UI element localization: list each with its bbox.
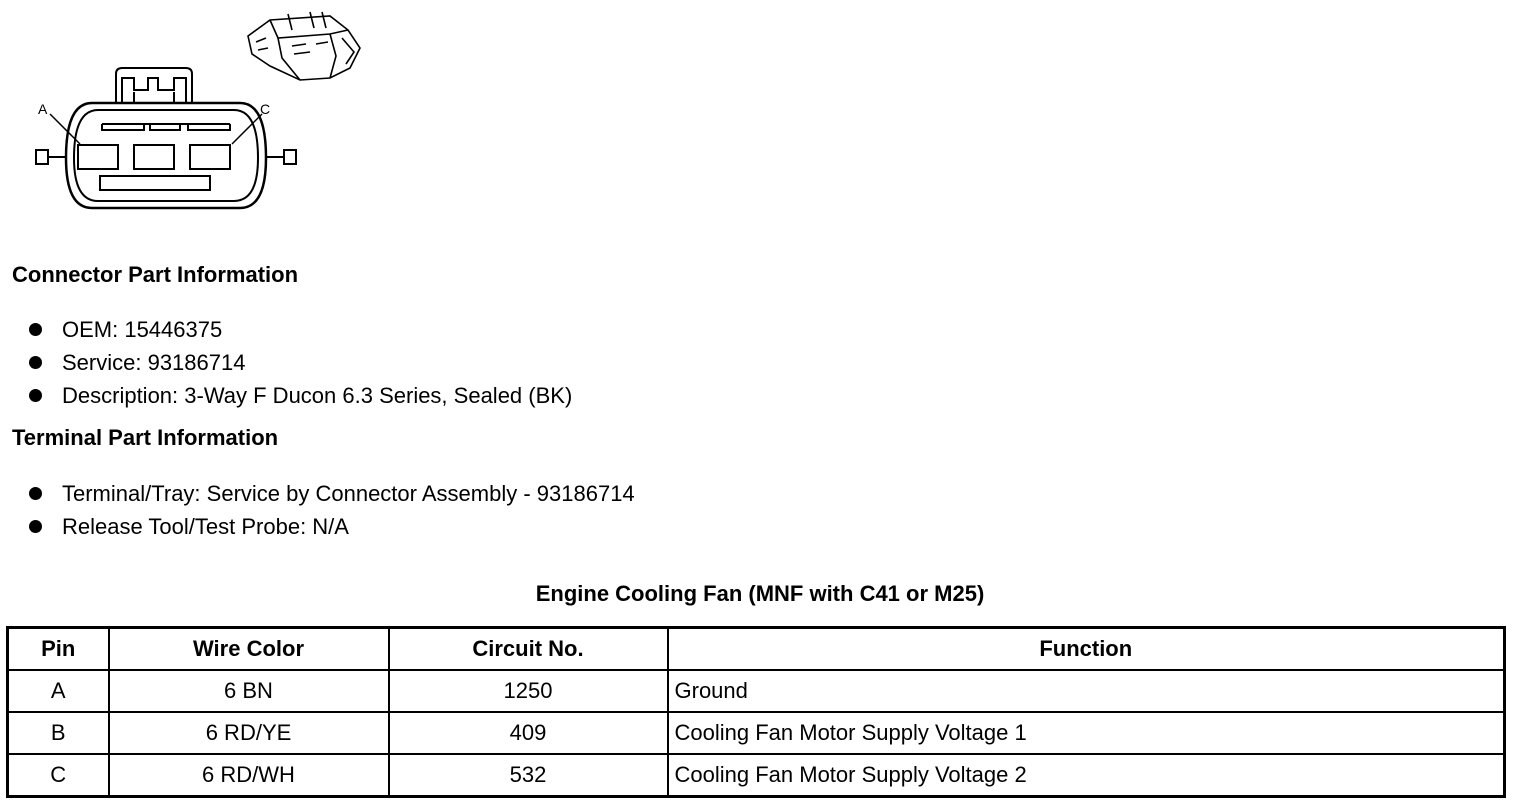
cell-circuit-no: 409 <box>389 712 668 754</box>
header-function: Function <box>668 628 1505 671</box>
table-row <box>8 754 1505 797</box>
connector-isometric-icon <box>248 12 360 80</box>
cell-pin: C <box>8 754 109 797</box>
connector-latch <box>116 68 192 103</box>
pinout-table <box>6 626 1506 798</box>
connector-diagram <box>30 8 370 213</box>
list-item: Terminal/Tray: Service by Connector Assembly - 93186714 <box>0 477 635 510</box>
connector-info-heading: Connector Part Information <box>12 262 299 287</box>
cavity-b <box>134 145 174 169</box>
cell-function: Cooling Fan Motor Supply Voltage 2 <box>668 754 1505 797</box>
cell-function: Ground <box>668 670 1505 712</box>
pin-label-c: C <box>260 101 271 117</box>
table-title: Engine Cooling Fan (MNF with C41 or M25) <box>535 581 985 606</box>
connector-housing <box>66 103 266 208</box>
table-row <box>8 712 1505 754</box>
cell-pin: B <box>8 712 109 754</box>
table-header-row <box>8 628 1505 671</box>
cell-wire-color: 6 BN <box>109 670 389 712</box>
cell-pin: A <box>8 670 109 712</box>
cavity-c <box>190 145 230 169</box>
cell-circuit-no: 532 <box>389 754 668 797</box>
terminal-info-heading: Terminal Part Information <box>12 425 279 450</box>
cell-function: Cooling Fan Motor Supply Voltage 1 <box>668 712 1505 754</box>
cell-wire-color: 6 RD/YE <box>109 712 389 754</box>
list-item: Release Tool/Test Probe: N/A <box>0 510 635 543</box>
header-wire-color: Wire Color <box>109 628 389 671</box>
list-item: Service: 93186714 <box>0 346 572 379</box>
terminal-info-list <box>0 477 635 543</box>
pin-label-a: A <box>38 101 48 117</box>
table-row <box>8 670 1505 712</box>
list-item: OEM: 15446375 <box>0 313 572 346</box>
header-pin: Pin <box>8 628 109 671</box>
list-item: Description: 3-Way F Ducon 6.3 Series, Sealed (BK) <box>0 379 572 412</box>
cavity-a <box>78 145 118 169</box>
cell-circuit-no: 1250 <box>389 670 668 712</box>
connector-info-list <box>0 313 572 412</box>
header-circuit-no: Circuit No. <box>389 628 668 671</box>
cell-wire-color: 6 RD/WH <box>109 754 389 797</box>
